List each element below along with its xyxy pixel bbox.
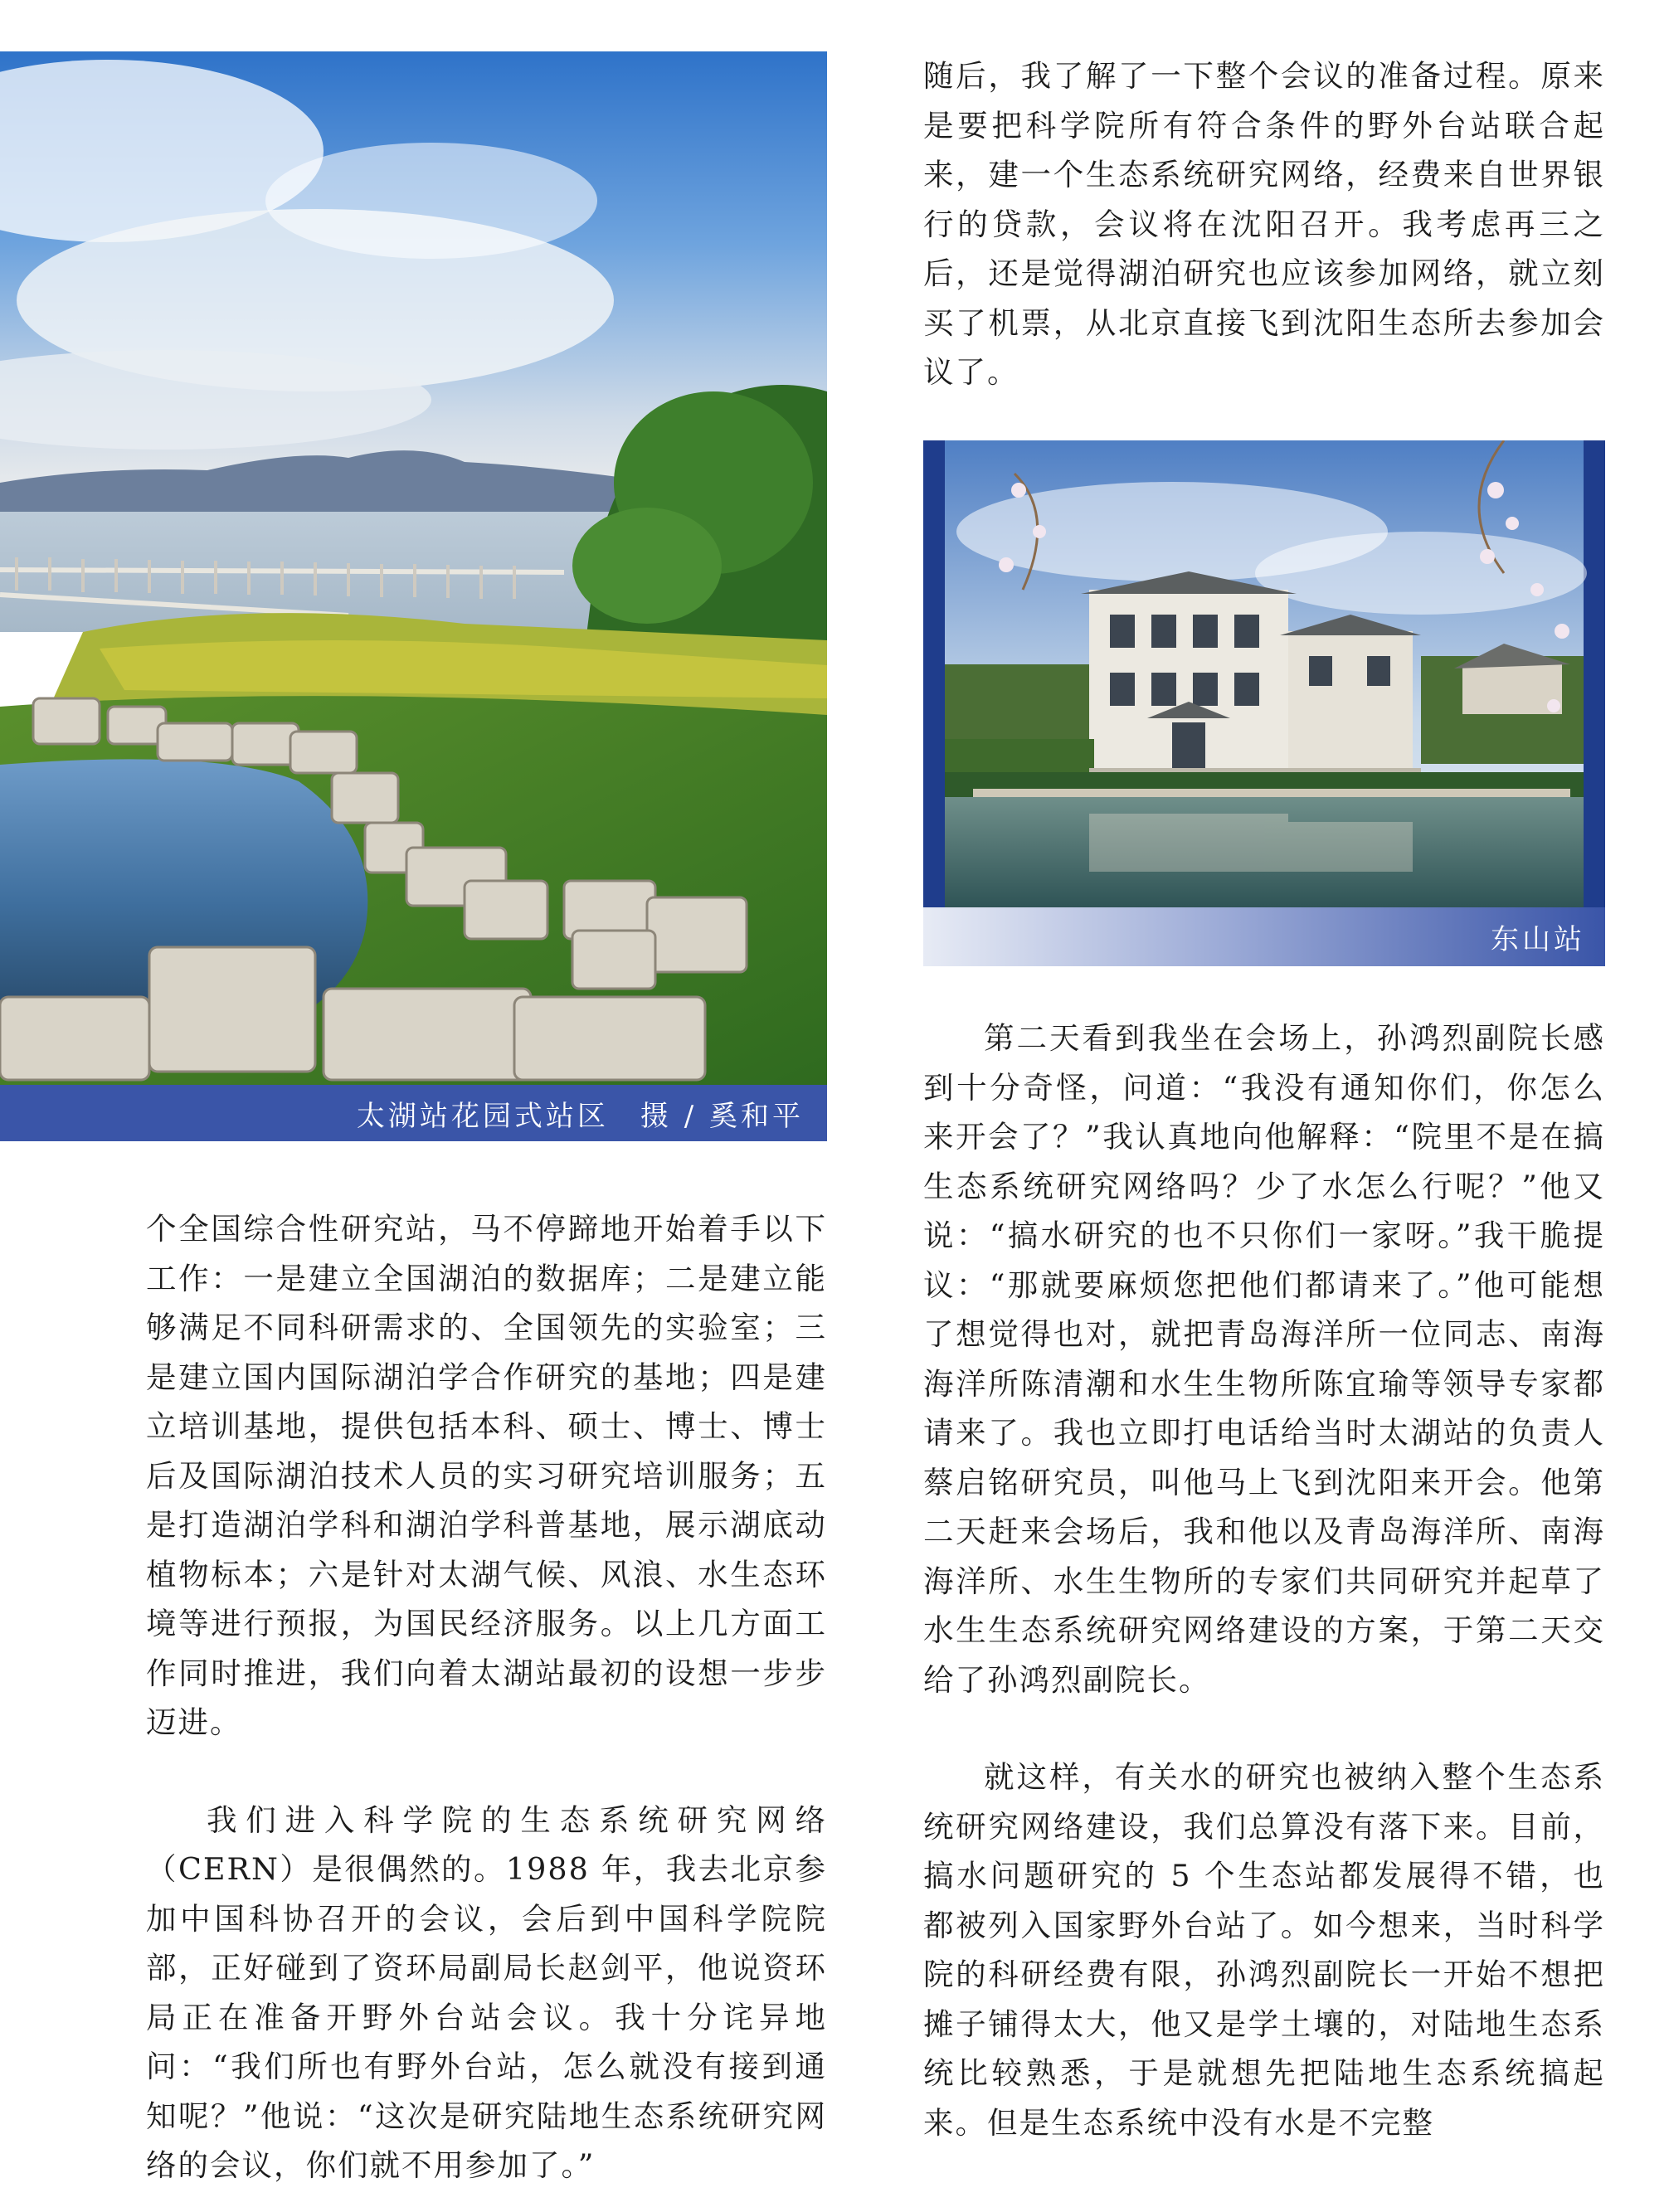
right-paragraph-2: 第二天看到我坐在会场上，孙鸿烈副院长感到十分奇怪，问道：“我没有通知你们，你怎么来开会了？”我认真地向他解释：“院里不是在搞生态系统研究网络吗？少了水怎么行呢？”他又说：“搞水研究的也不只你们一家呀。”我干脆提议：“那就要麻烦您把他们都请来了。”他可能想了想觉得也对，就把青岛海洋所一位同志、南海海洋所陈清潮和水生生物所陈宜瑜等领导专家都请来了。我也立即打电话给当时太湖站的负责人蔡启铭研究员，叫他马上飞到沈阳来开会。他第二天赶来会场后，我和他以及青岛海洋所、南海海洋所、水生生物所的专家们共同研究并起草了水生生态系统研究网络建设的方案，于第二天交给了孙鸿烈副院长。 (923, 1020, 1605, 1698)
right-text-column-top (923, 51, 1605, 397)
taihu-photo-caption-bar (0, 1085, 827, 1141)
taihu-garden-photo (0, 51, 827, 1085)
dongshan-photo-caption-bar (923, 907, 1605, 966)
dongshan-station-image (923, 440, 1605, 907)
right-text-column-bottom (923, 1014, 1605, 2147)
right-paragraph-3: 就这样，有关水的研究也被纳入整个生态系统研究网络建设，我们总算没有落下来。目前，搞水问题研究的 5 个生态站都发展得不错，也都被列入国家野外台站了。如今想来，当时科学院的科研经费有限，孙鸿烈副院长一开始不想把摊子铺得太大，他又是学土壤的，对陆地生态系统比较熟悉，于是就想先把陆地生态系统搞起来。但是生态系统中没有水是不完整 (923, 1759, 1605, 2141)
left-paragraph-1: 个全国综合性研究站，马不停蹄地开始着手以下工作：一是建立全国湖泊的数据库；二是建立能够满足不同科研需求的、全国领先的实验室；三是建立国内国际湖泊学合作研究的基地；四是建立培训基地，提供包括本科、硕士、博士、博士后及国际湖泊技术人员的实习研究培训服务；五是打造湖泊学科和湖泊学科普基地，展示湖底动植物标本；六是针对太湖气候、风浪、水生态环境等进行预报，为国民经济服务。以上几方面工作同时推进，我们向着太湖站最初的设想一步步迈进。 (146, 1211, 827, 1740)
left-text-column (146, 1204, 827, 2190)
taihu-garden-image (0, 51, 827, 1085)
dongshan-station-photo (923, 440, 1605, 907)
left-paragraph-2: 我们进入科学院的生态系统研究网络（CERN）是很偶然的。1988 年，我去北京参加中国科协召开的会议，会后到中国科学院院部，正好碰到了资环局副局长赵剑平，他说资环局正在准备开野外台站会议。我十分诧异地问：“我们所也有野外台站，怎么就没有接到通知呢？”他说：“这次是研究陆地生态系统研究网络的会议，你们就不用参加了。” (146, 1801, 827, 2183)
right-paragraph-1: 随后，我了解了一下整个会议的准备过程。原来是要把科学院所有符合条件的野外台站联合起来，建一个生态系统研究网络，经费来自世界银行的贷款，会议将在沈阳召开。我考虑再三之后，还是觉得湖泊研究也应该参加网络，就立刻买了机票，从北京直接飞到沈阳生态所去参加会议了。 (923, 58, 1605, 390)
dongshan-photo-caption: 东山站 (1491, 923, 1585, 956)
taihu-photo-caption: 太湖站花园式站区 摄 / 奚和平 (356, 1099, 804, 1133)
